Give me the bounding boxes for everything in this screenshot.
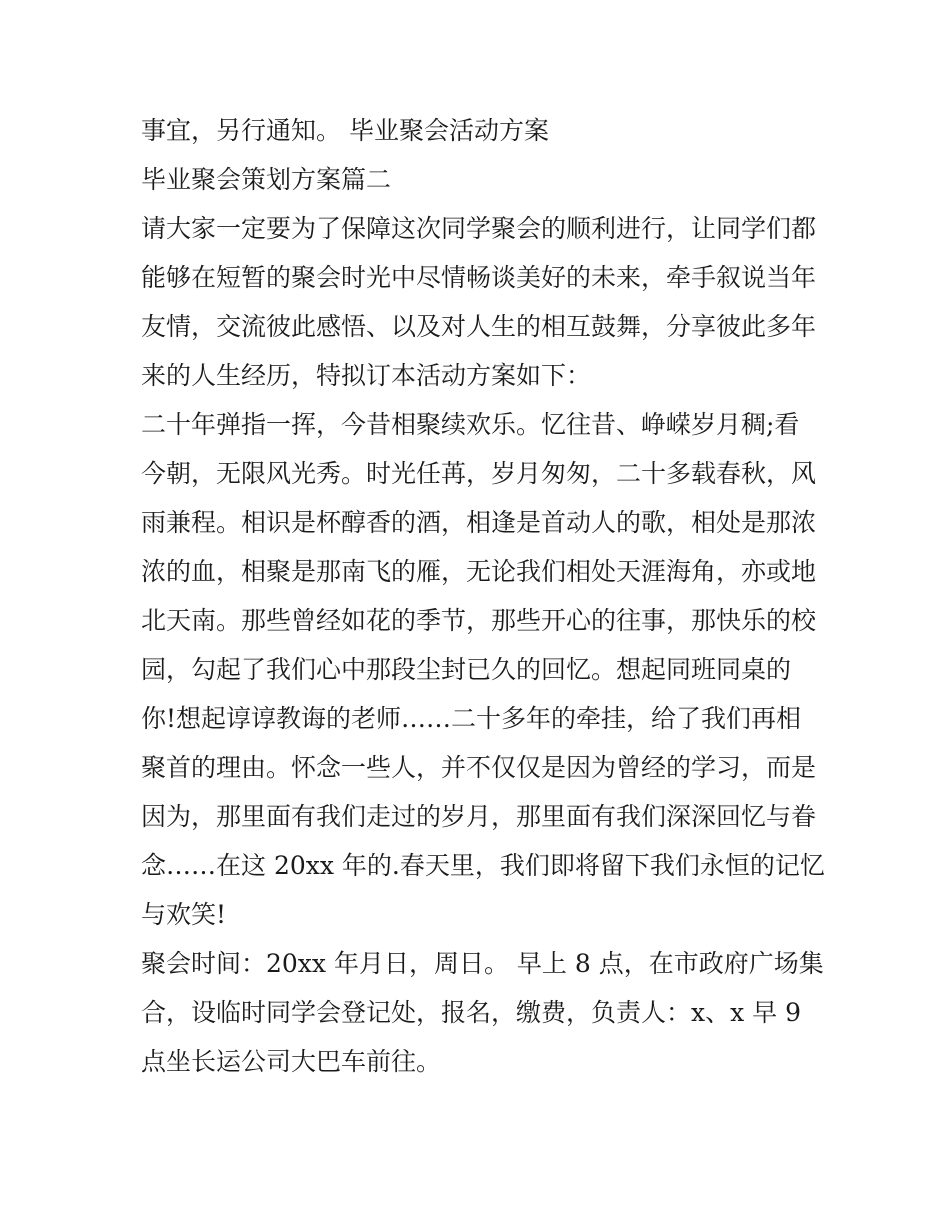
text-line: 今朝，无限风光秀。时光任苒，岁月匆匆，二十多载春秋，风 — [141, 459, 817, 488]
text-line: 合，设临时同学会登记处，报名，缴费，负责人：x、x 早 9 — [141, 998, 801, 1027]
text-line: 因为，那里面有我们走过的岁月，那里面有我们深深回忆与眷 — [141, 802, 817, 831]
text-line: 与欢笑! — [141, 900, 227, 929]
text-line: 园，勾起了我们心中那段尘封已久的回忆。想起同班同桌的 — [141, 655, 792, 684]
text-line: 事宜，另行通知。 毕业聚会活动方案 — [141, 116, 549, 145]
text-line: 请大家一定要为了保障这次同学聚会的顺利进行，让同学们都 — [141, 214, 817, 243]
text-line: 你!想起谆谆教诲的老师……二十多年的牵挂，给了我们再相 — [141, 704, 802, 733]
text-line: 念……在这 20xx 年的.春天里，我们即将留下我们永恒的记忆 — [141, 851, 825, 880]
text-line: 友情，交流彼此感悟、以及对人生的相互鼓舞，分享彼此多年 — [141, 312, 817, 341]
text-line: 点坐长运公司大巴车前往。 — [141, 1047, 442, 1076]
text-line: 能够在短暂的聚会时光中尽情畅谈美好的未来，牵手叙说当年 — [141, 263, 817, 292]
text-line: 来的人生经历，特拟订本活动方案如下： — [141, 361, 592, 390]
document-body — [141, 106, 825, 1086]
text-line: 雨兼程。相识是杯醇香的酒，相逢是首动人的歌，相处是那浓 — [141, 508, 817, 537]
section-heading: 毕业聚会策划方案篇二 — [141, 165, 392, 194]
text-line: 聚首的理由。怀念一些人，并不仅仅是因为曾经的学习，而是 — [141, 753, 817, 782]
text-line: 聚会时间：20xx 年月日，周日。 早上 8 点，在市政府广场集 — [141, 949, 824, 978]
text-line: 北天南。那些曾经如花的季节，那些开心的往事，那快乐的校 — [141, 606, 817, 635]
text-line: 二十年弹指一挥，今昔相聚续欢乐。忆往昔、峥嵘岁月稠;看 — [141, 410, 800, 439]
text-line: 浓的血，相聚是那南飞的雁，无论我们相处天涯海角，亦或地 — [141, 557, 817, 586]
